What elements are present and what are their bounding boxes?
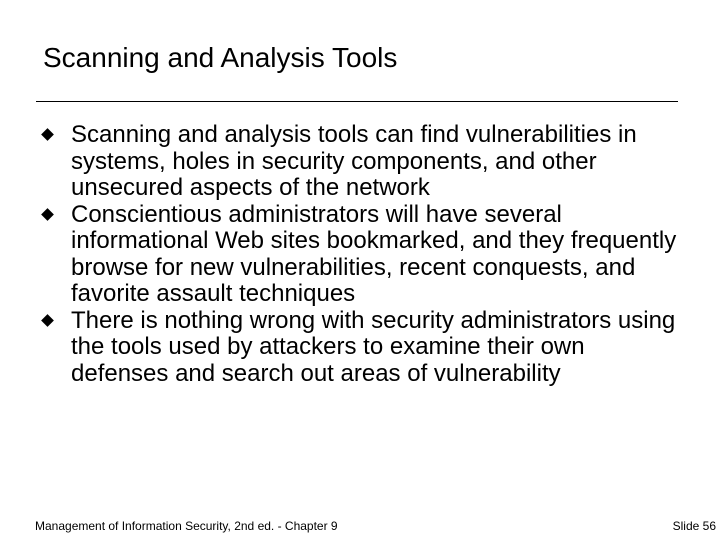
diamond-bullet-icon	[41, 128, 54, 141]
bullet-text: Conscientious administrators will have several informational Web sites bookmarked, and they frequently browse for new vulnerabilities, recent conquests, and favorite assault techniques	[71, 200, 677, 307]
diamond-bullet-icon	[41, 314, 54, 327]
bullet-list	[40, 122, 680, 387]
footer-course-title: Management of Information Security, 2nd ed. - Chapter 9	[35, 519, 338, 533]
bullet-item	[40, 202, 680, 308]
slide-title: Scanning and Analysis Tools	[43, 42, 398, 73]
title-divider	[36, 101, 678, 102]
footer-slide-number: Slide 56	[672, 519, 716, 533]
bullet-text: Scanning and analysis tools can find vulnerabilities in systems, holes in security components, and other unsecured aspects of the network	[71, 121, 637, 201]
bullet-item	[40, 122, 680, 202]
bullet-text: There is nothing wrong with security administrators using the tools used by attackers to examine their own defenses and search out areas of vulnerability	[71, 306, 676, 387]
bullet-item	[40, 308, 680, 388]
diamond-bullet-icon	[41, 208, 54, 221]
